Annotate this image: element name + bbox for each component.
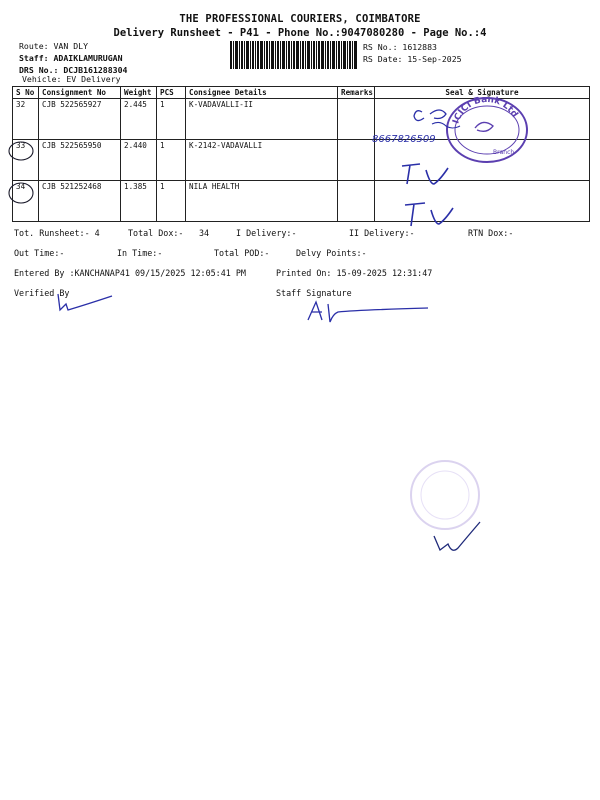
cell-sno: 34 xyxy=(13,181,39,222)
cell-remarks xyxy=(338,181,375,222)
in-time: In Time:- xyxy=(117,248,163,258)
col-header-seal: Seal & Signature xyxy=(375,87,590,99)
total-dox-label: Total Dox:- xyxy=(128,228,184,238)
total-runsheet: Tot. Runsheet:- 4 xyxy=(14,228,100,238)
out-time: Out Time:- xyxy=(14,248,65,258)
col-header-pcs: PCS xyxy=(157,87,186,99)
i-delivery: I Delivery:- xyxy=(236,228,297,238)
handwritten-signature xyxy=(370,98,510,150)
cell-remarks xyxy=(338,140,375,181)
route-text: Route: VAN DLY xyxy=(19,41,89,51)
rtn-dox: RTN Dox:- xyxy=(468,228,514,238)
cell-pcs: 1 xyxy=(157,140,186,181)
col-header-sno: S No xyxy=(13,87,39,99)
rs-date: RS Date: 15-Sep-2025 xyxy=(363,54,462,64)
rs-number: RS No.: 1612883 xyxy=(363,42,437,52)
col-header-weight: Weight xyxy=(121,87,157,99)
col-header-consignee: Consignee Details xyxy=(186,87,338,99)
ii-delivery: II Delivery:- xyxy=(349,228,415,238)
cell-consignment: CJB 522565927 xyxy=(39,99,121,140)
total-dox-value: 34 xyxy=(199,228,210,238)
handwritten-number: 8667826509 xyxy=(372,134,436,145)
stamp-bank-name: ICICI Bank Ltd xyxy=(451,94,520,126)
cell-consignee: NILA HEALTH xyxy=(186,181,338,222)
initials-mark xyxy=(398,160,458,190)
col-header-consignment: Consignment No xyxy=(39,87,121,99)
cell-weight: 1.385 xyxy=(121,181,157,222)
cell-remarks xyxy=(338,99,375,140)
cell-pcs: 1 xyxy=(157,181,186,222)
initials-mark xyxy=(403,200,463,230)
company-title: THE PROFESSIONAL COURIERS, COIMBATORE xyxy=(179,13,421,25)
cell-sno: 33 xyxy=(13,140,39,181)
lower-signature xyxy=(432,520,482,560)
delvy-points: Delvy Points:- xyxy=(296,248,367,258)
cell-weight: 2.445 xyxy=(121,99,157,140)
col-header-remarks: Remarks xyxy=(338,87,375,99)
barcode-image xyxy=(230,41,357,69)
stamp-branch: Branch xyxy=(493,149,515,156)
staff-signature xyxy=(306,298,430,328)
cell-sno: 32 xyxy=(13,99,39,140)
runsheet-subtitle: Delivery Runsheet - P41 - Phone No.:9047080280 - Page No.:4 xyxy=(113,27,487,39)
staff-signature-label: Staff Signature xyxy=(276,288,352,298)
cell-consignment: CJB 521252468 xyxy=(39,181,121,222)
cell-consignee: K-VADAVALLI-II xyxy=(186,99,338,140)
cell-consignment: CJB 522565950 xyxy=(39,140,121,181)
printed-on: Printed On: 15-09-2025 12:31:47 xyxy=(276,268,433,278)
drs-text: DRS No.: DCJB161288304 xyxy=(19,65,128,75)
vehicle-text: Vehicle: EV Delivery xyxy=(22,74,121,84)
table-row xyxy=(13,181,590,222)
staff-text: Staff: ADAIKLAMURUGAN xyxy=(19,53,123,63)
entered-by: Entered By :KANCHANAP41 09/15/2025 12:05:41 PM xyxy=(14,268,246,278)
verified-by-label: Verified By xyxy=(14,288,70,298)
total-pod: Total POD:- xyxy=(214,248,270,258)
verified-signature xyxy=(56,290,116,314)
cell-pcs: 1 xyxy=(157,99,186,140)
cell-weight: 2.440 xyxy=(121,140,157,181)
pen-circle-marks xyxy=(6,138,36,210)
cell-consignee: K-2142-VADAVALLI xyxy=(186,140,338,181)
